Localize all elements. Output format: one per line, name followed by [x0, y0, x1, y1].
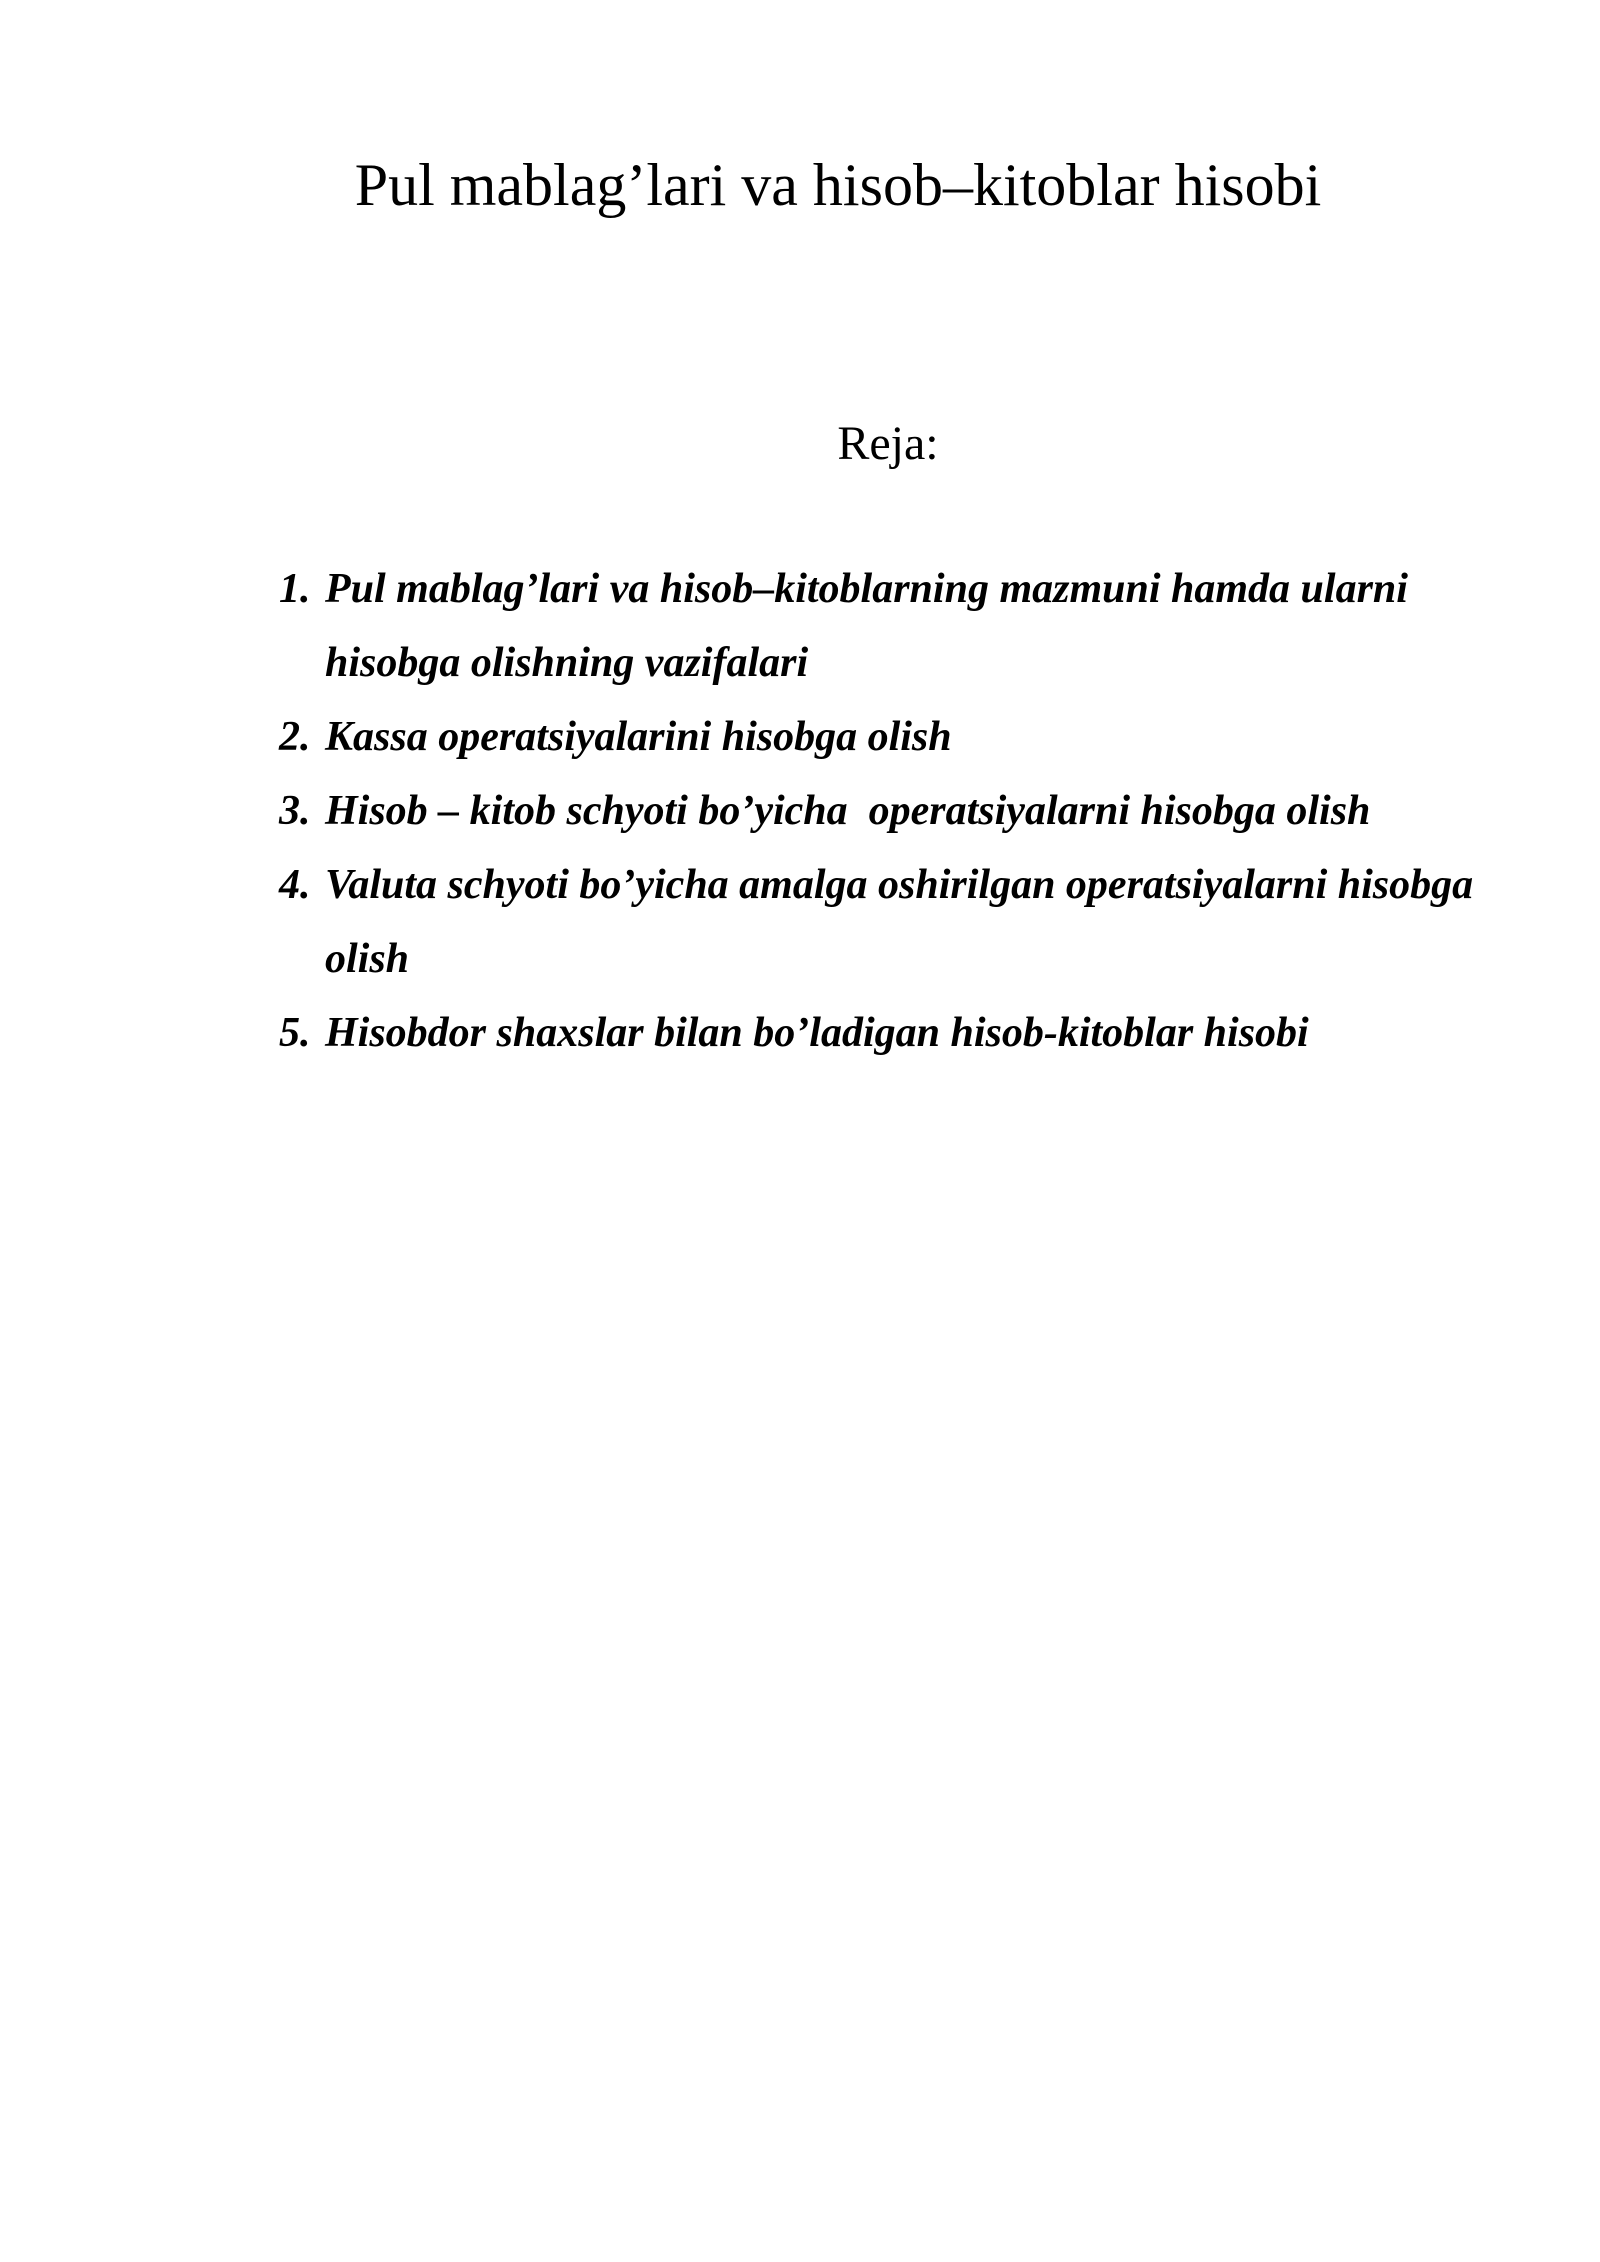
list-item-text: Kassa operatsiyalarini hisobga olish	[325, 714, 952, 760]
section-heading-reja: Reja:	[837, 417, 939, 470]
list-item-text: Pul mablag’lari va hisob–kitoblarning mazmuni hamda ularni hisobga olishning vazifalari	[325, 566, 1419, 686]
list-item-number: 3.	[279, 788, 311, 834]
list-item-number: 5.	[279, 1010, 311, 1056]
page-title: Pul mablag’lari va hisob–kitoblar hisobi	[354, 152, 1322, 218]
list-item-number: 2.	[279, 714, 311, 760]
list-item	[279, 700, 1486, 774]
plan-list	[279, 552, 1486, 1070]
list-item	[279, 552, 1486, 700]
list-item-text: Valuta schyoti bo’yicha amalga oshirilgan operatsiyalarni hisobga olish	[325, 862, 1484, 982]
list-item-text: Hisob – kitob schyoti bo’yicha operatsiyalarni hisobga olish	[325, 788, 1371, 834]
list-item-text: Hisobdor shaxslar bilan bo’ladigan hisob-kitoblar hisobi	[325, 1010, 1309, 1056]
list-item-number: 1.	[279, 566, 311, 612]
list-item	[279, 996, 1486, 1070]
list-item	[279, 774, 1486, 848]
list-item	[279, 848, 1486, 996]
list-item-number: 4.	[279, 862, 311, 908]
